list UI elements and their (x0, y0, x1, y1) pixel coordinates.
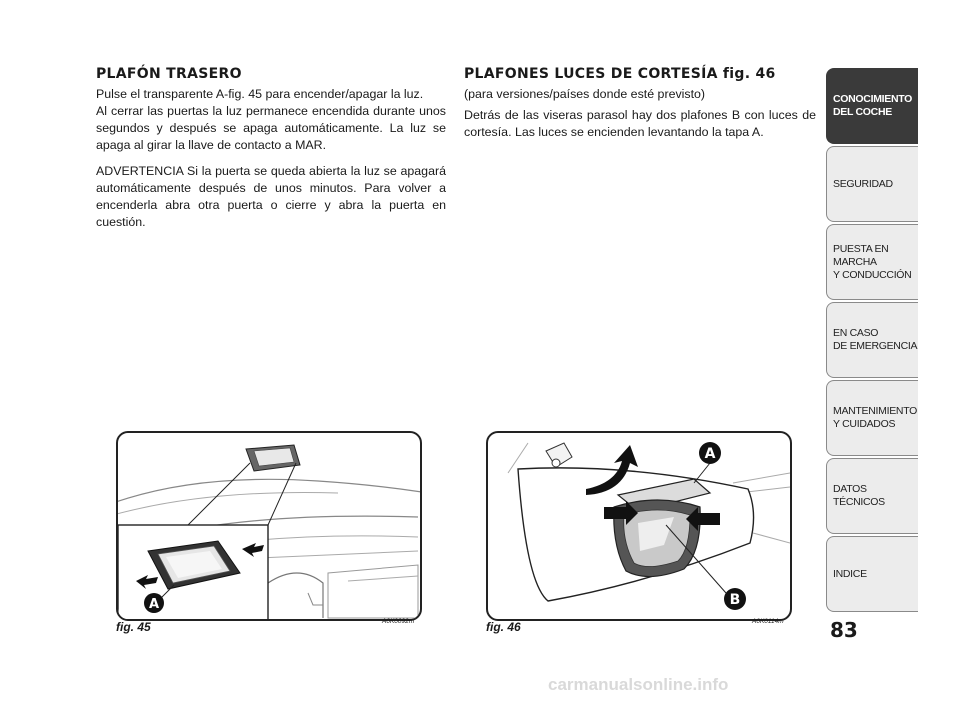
figure-45-illustration (116, 431, 422, 621)
tab-seguridad[interactable]: SEGURIDAD (826, 146, 918, 222)
label-a: A (148, 597, 160, 612)
sun-visor-courtesy-light-drawing (488, 433, 790, 619)
figure-46-caption: fig. 46 (486, 620, 521, 634)
tab-conocimiento-del-coche[interactable]: CONOCIMIENTO DEL COCHE (826, 68, 918, 144)
label-b: B (729, 592, 741, 608)
tab-en-caso-de-emergencia[interactable]: EN CASO DE EMERGENCIA (826, 302, 918, 378)
section-heading-plafones-cortesia: PLAFONES LUCES DE CORTESÍA fig. 46 (464, 66, 776, 82)
figure-46-illustration (486, 431, 792, 621)
watermark-footer: carmanualsonline.info (548, 675, 729, 694)
label-a: A (704, 446, 716, 462)
paragraph-plafones-cortesia: Detrás de las viseras parasol hay dos plafones B con luces de cortesía. Las luces se encienden levantando la tapa A. (464, 108, 816, 139)
figure-46-code: A0K0114m (752, 618, 784, 625)
section-heading-plafon-trasero: PLAFÓN TRASERO (96, 66, 242, 82)
tab-puesta-en-marcha[interactable]: PUESTA EN MARCHA Y CONDUCCIÓN (826, 224, 918, 300)
page-number: 83 (830, 618, 858, 642)
tab-mantenimiento[interactable]: MANTENIMIENTO Y CUIDADOS (826, 380, 918, 456)
figure-45-caption: fig. 45 (116, 620, 151, 634)
paragraph-plafon-trasero: Pulse el transparente A-fig. 45 para encender/apagar la luz. Al cerrar las puertas la luz permanece encendida durante unos segundos y después se apaga automáticamente. La luz se apaga al girar la llave de contacto a MAR. (96, 87, 446, 152)
left-column (96, 66, 446, 240)
rear-dome-light-drawing (118, 433, 420, 619)
paragraph-advertencia: ADVERTENCIA Si la puerta se queda abierta la luz se apagará automáticamente después de unos minutos. Para volver a encenderla abra otra puerta o cierre y abra la puerta en cuestión. (96, 164, 446, 229)
chapter-tabs (826, 68, 918, 614)
section-subheading: (para versiones/países donde esté previsto) (464, 87, 706, 101)
tab-indice[interactable]: INDICE (826, 536, 918, 612)
figure-45-code: A0K0092m (382, 618, 415, 625)
tab-datos-tecnicos[interactable]: DATOS TÉCNICOS (826, 458, 918, 534)
right-column (464, 66, 816, 150)
